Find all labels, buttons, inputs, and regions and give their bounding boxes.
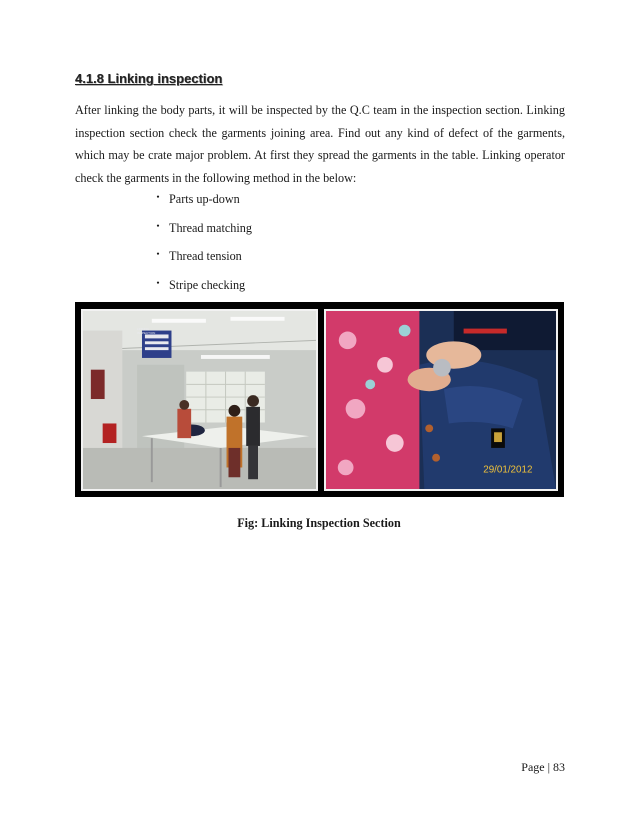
list-item [152, 192, 252, 221]
figure-caption: Fig: Linking Inspection Section [237, 516, 401, 530]
bullet-icon: ・ [152, 276, 165, 291]
bullet-icon: ・ [152, 190, 165, 204]
list-item [152, 218, 252, 250]
inspection-method-list [152, 192, 252, 307]
page-number: Page | 83 [521, 760, 565, 774]
list-item [152, 249, 252, 278]
room-sign-text: LINKING INSPECTION [137, 327, 156, 335]
list-item-text: Thread matching [169, 220, 252, 235]
list-item-text: Parts up‑down [169, 192, 240, 206]
list-item-text: Stripe checking [169, 278, 246, 293]
body-paragraph: After linking the body parts, it will be inspected by the Q.C team in the inspection section. Linking inspection section check the garments joining area. Find out any kind of defect of the garments, which may be crate major problem. At first they spread the garments in the table. Linking operator check the garments in the following method in the below: [75, 103, 565, 185]
inspection-room-image [83, 311, 316, 489]
date-stamp: 29/01/2012 [483, 464, 533, 476]
list-item-text: Thread tension [169, 249, 242, 264]
bullet-icon: ・ [152, 218, 165, 233]
inspection-room-photo [81, 309, 318, 491]
garment-inspection-photo [324, 309, 558, 491]
bullet-icon: ・ [152, 247, 165, 262]
garment-closeup-image [326, 311, 556, 489]
section-heading: 4.1.8 Linking inspection [75, 71, 223, 86]
